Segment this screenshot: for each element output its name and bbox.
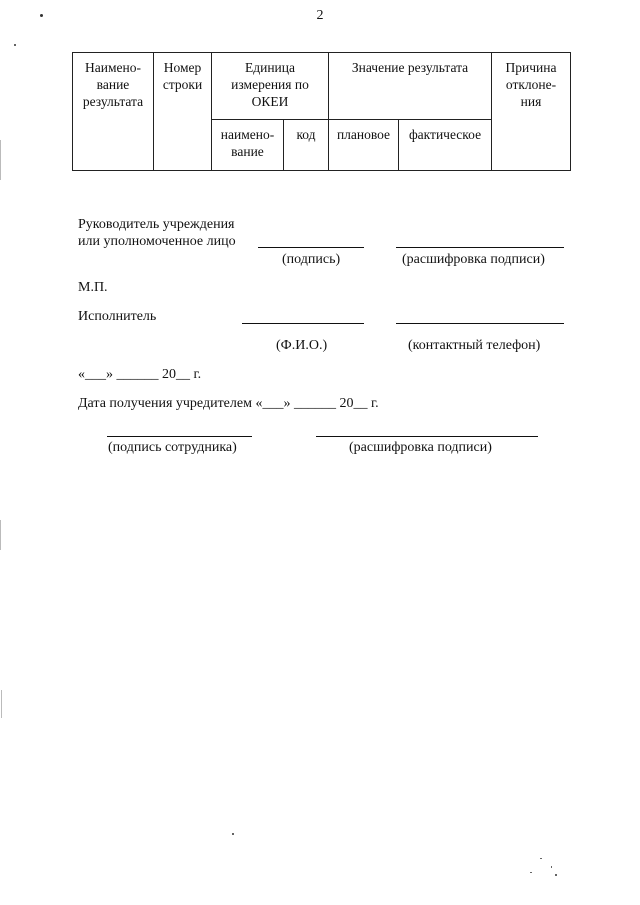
head-decoding-caption: (расшифровка подписи)	[402, 252, 545, 267]
stamp-label: М.П.	[78, 280, 108, 295]
employee-decoding-caption: (расшифровка подписи)	[349, 440, 492, 455]
scan-speck	[555, 874, 557, 876]
scan-speck	[232, 833, 234, 835]
scan-speck	[40, 14, 43, 17]
scan-speck	[530, 872, 532, 873]
header-line-number: Номер строки	[154, 53, 212, 171]
header-unit: Единица измерения по ОКЕИ	[212, 53, 329, 120]
scan-edge-mark	[0, 140, 1, 180]
header-value: Значение результата	[329, 53, 492, 120]
page-number: 2	[316, 8, 324, 23]
receipt-date-line: Дата получения учредителем «___» ______ 20__ г.	[78, 396, 379, 411]
header-planned: плановое	[329, 120, 399, 171]
head-signature-caption: (подпись)	[282, 252, 341, 267]
scan-speck	[540, 858, 542, 859]
scan-edge-mark	[1, 690, 2, 718]
date-line: «___» ______ 20__ г.	[78, 367, 202, 382]
head-signature-line	[258, 247, 364, 248]
executor-fio-caption: (Ф.И.О.)	[276, 338, 328, 353]
header-unit-code: код	[284, 120, 329, 171]
scan-speck	[551, 866, 552, 868]
executor-phone-caption: (контактный телефон)	[408, 338, 541, 353]
header-result-name: Наимено- вание результата	[73, 53, 154, 171]
employee-signature-caption: (подпись сотрудника)	[108, 440, 237, 455]
head-label-line1: Руководитель учреждения	[78, 217, 235, 232]
header-actual: фактическое	[399, 120, 492, 171]
executor-label: Исполнитель	[78, 309, 157, 324]
head-label-line2: или уполномоченное лицо	[78, 234, 236, 249]
results-table	[72, 52, 571, 171]
head-decoding-line	[396, 247, 564, 248]
employee-signature-line	[107, 436, 252, 437]
scan-edge-mark	[0, 520, 1, 550]
header-unit-name: наимено- вание	[212, 120, 284, 171]
header-reason: Причина отклоне- ния	[492, 53, 571, 171]
scan-speck	[14, 44, 16, 46]
executor-phone-line	[396, 323, 564, 324]
employee-decoding-line	[316, 436, 538, 437]
executor-fio-line	[242, 323, 364, 324]
